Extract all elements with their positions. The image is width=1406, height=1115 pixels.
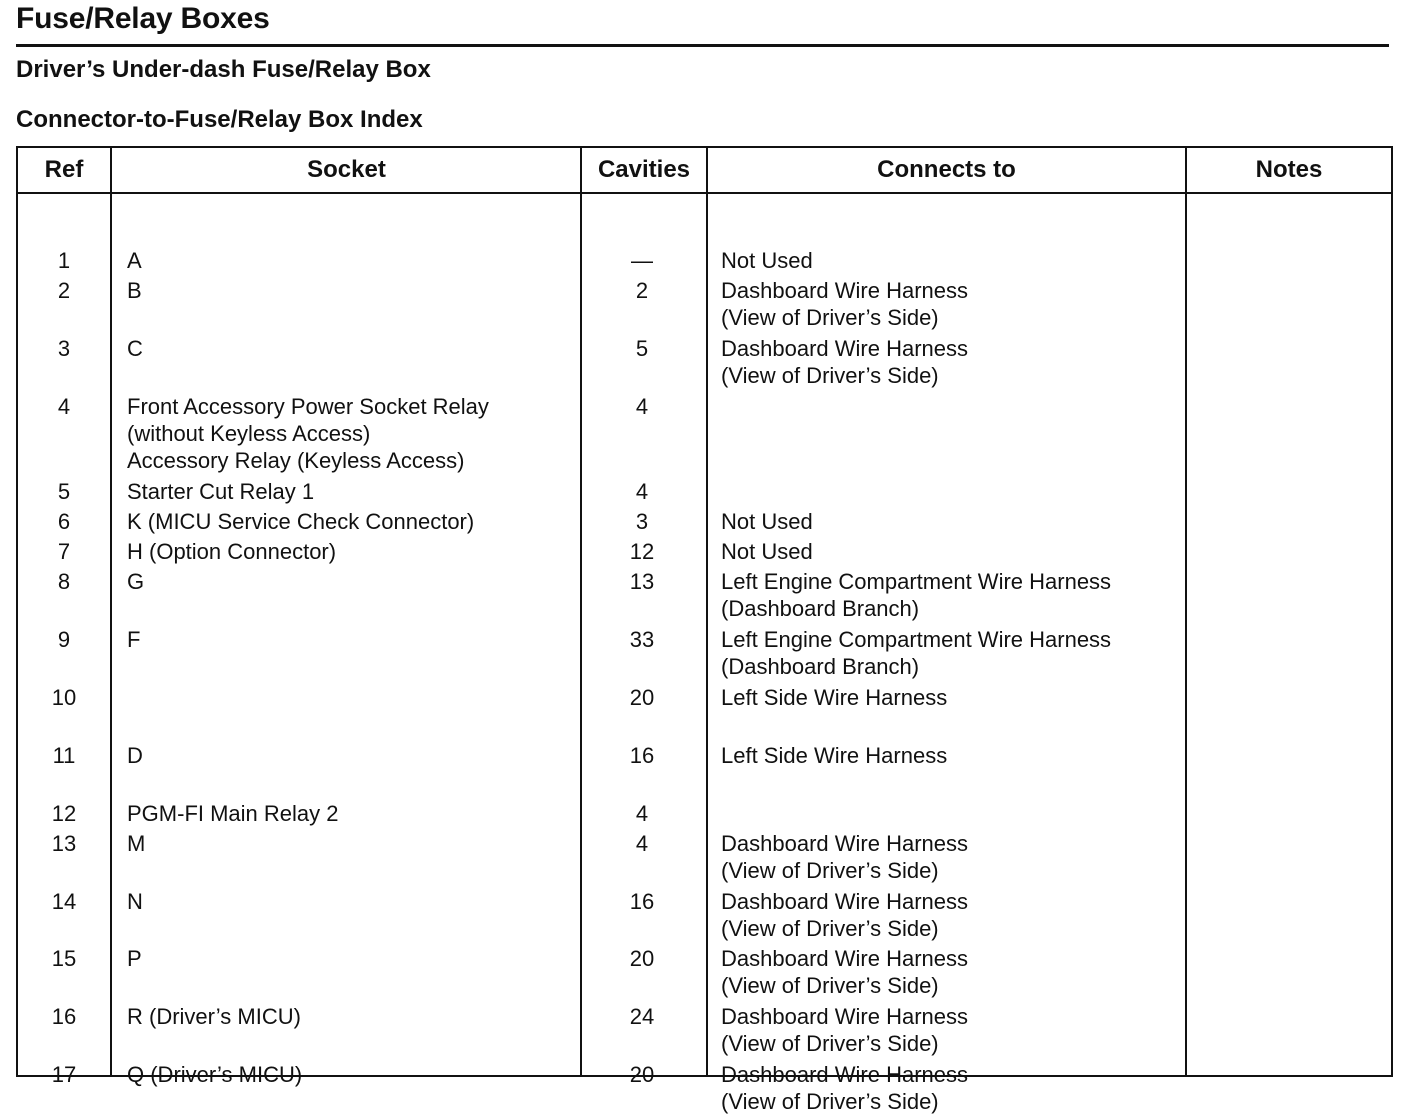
cavities-cell: 4 xyxy=(635,394,649,419)
cavities-cell: 16 xyxy=(629,889,655,914)
cavities-cell: 5 xyxy=(635,336,649,361)
section-title: Connector-to-Fuse/Relay Box Index xyxy=(16,106,423,133)
socket-cell: R (Driver’s MICU) xyxy=(127,1004,301,1029)
ref-cell: 7 xyxy=(57,539,71,564)
header-socket: Socket xyxy=(307,156,386,183)
ref-cell: 16 xyxy=(51,1004,77,1029)
page-title: Fuse/Relay Boxes xyxy=(16,2,270,35)
socket-cell: P xyxy=(127,946,142,971)
ref-cell: 17 xyxy=(51,1062,77,1087)
connects-to-cell: Dashboard Wire Harness (View of Driver’s Side) xyxy=(721,278,968,330)
ref-cell: 13 xyxy=(51,831,77,856)
cavities-cell: 24 xyxy=(629,1004,655,1029)
title-divider xyxy=(16,44,1389,47)
ref-cell: 12 xyxy=(51,801,77,826)
page-subtitle: Driver’s Under-dash Fuse/Relay Box xyxy=(16,56,431,83)
socket-cell: M xyxy=(127,831,146,856)
socket-cell: K (MICU Service Check Connector) xyxy=(127,509,475,534)
cavities-cell: 2 xyxy=(635,278,649,303)
connects-to-cell: Left Side Wire Harness xyxy=(721,685,948,710)
connects-to-cell: Dashboard Wire Harness (View of Driver’s Side) xyxy=(721,336,968,388)
connects-to-cell: Left Engine Compartment Wire Harness (Dashboard Branch) xyxy=(721,627,1112,679)
cavities-cell: 4 xyxy=(635,479,649,504)
header-connects-to: Connects to xyxy=(877,156,1016,183)
socket-cell: G xyxy=(127,569,145,594)
connects-to-cell: Left Engine Compartment Wire Harness (Dashboard Branch) xyxy=(721,569,1112,621)
socket-cell: N xyxy=(127,889,143,914)
connects-to-cell: Not Used xyxy=(721,248,813,273)
ref-cell: 2 xyxy=(57,278,71,303)
header-notes: Notes xyxy=(1255,156,1323,183)
ref-cell: 9 xyxy=(57,627,71,652)
header-cavities: Cavities xyxy=(597,156,691,183)
cavities-cell: 3 xyxy=(635,509,649,534)
ref-cell: 6 xyxy=(57,509,71,534)
ref-cell: 15 xyxy=(51,946,77,971)
socket-cell: C xyxy=(127,336,143,361)
ref-cell: 8 xyxy=(57,569,71,594)
connects-to-cell: Not Used xyxy=(721,539,813,564)
connects-to-cell: Dashboard Wire Harness (View of Driver’s Side) xyxy=(721,1004,968,1056)
cavities-cell: 16 xyxy=(629,743,655,768)
column-divider xyxy=(1185,148,1187,1075)
connects-to-cell: Dashboard Wire Harness (View of Driver’s Side) xyxy=(721,1062,968,1114)
ref-cell: 10 xyxy=(51,685,77,710)
cavities-cell: — xyxy=(631,248,653,273)
socket-cell: H (Option Connector) xyxy=(127,539,337,564)
cavities-cell: 20 xyxy=(629,1062,655,1087)
connector-index-table xyxy=(16,146,1393,1114)
socket-cell: A xyxy=(127,248,142,273)
cavities-cell: 20 xyxy=(629,685,655,710)
column-divider xyxy=(706,148,708,1075)
connects-to-cell: Dashboard Wire Harness (View of Driver’s Side) xyxy=(721,831,968,883)
ref-cell: 14 xyxy=(51,889,77,914)
ref-cell: 5 xyxy=(57,479,71,504)
cavities-cell: 13 xyxy=(629,569,655,594)
socket-cell: F xyxy=(127,627,141,652)
connects-to-cell: Not Used xyxy=(721,509,813,534)
connects-to-cell: Dashboard Wire Harness (View of Driver’s Side) xyxy=(721,946,968,998)
socket-cell: Q (Driver’s MICU) xyxy=(127,1062,303,1087)
socket-cell: D xyxy=(127,743,143,768)
ref-cell: 3 xyxy=(57,336,71,361)
cavities-cell: 20 xyxy=(629,946,655,971)
socket-cell: B xyxy=(127,278,142,303)
ref-cell: 4 xyxy=(57,394,71,419)
cavities-cell: 4 xyxy=(635,801,649,826)
ref-cell: 11 xyxy=(52,743,76,768)
column-divider xyxy=(110,148,112,1075)
connects-to-cell: Left Side Wire Harness xyxy=(721,743,948,768)
cavities-cell: 33 xyxy=(629,627,655,652)
socket-cell: PGM-FI Main Relay 2 xyxy=(127,801,339,826)
header-ref: Ref xyxy=(44,156,84,183)
cavities-cell: 12 xyxy=(629,539,655,564)
connects-to-cell: Dashboard Wire Harness (View of Driver’s Side) xyxy=(721,889,968,941)
socket-cell: Front Accessory Power Socket Relay (without Keyless Access) Accessory Relay (Keyless Access) xyxy=(127,394,489,473)
socket-cell: Starter Cut Relay 1 xyxy=(127,479,315,504)
ref-cell: 1 xyxy=(57,248,71,273)
cavities-cell: 4 xyxy=(635,831,649,856)
